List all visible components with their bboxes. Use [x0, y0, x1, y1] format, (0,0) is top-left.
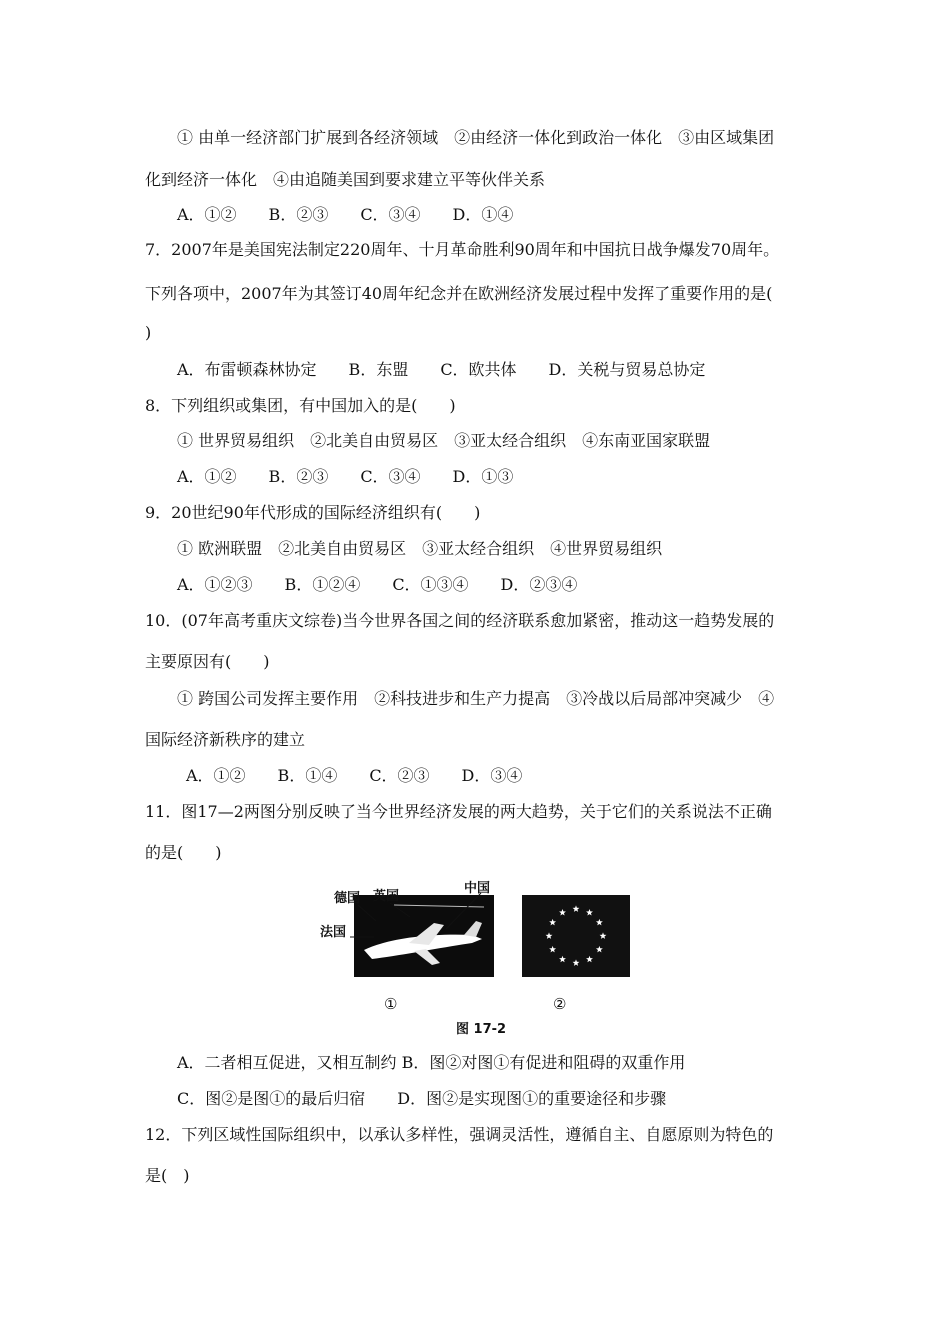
star-icon: [559, 909, 566, 916]
q8-items: ① 世界贸易组织 ②北美自由贸易区 ③亚太经合组织 ④东南亚国家联盟: [177, 431, 711, 450]
q11-text-2: 的是( ): [145, 843, 222, 862]
star-icon: [596, 946, 603, 953]
q10-text-2: 主要原因有( ): [145, 652, 270, 671]
q6-items-line1: ① 由单一经济部门扩展到各经济领域 ②由经济一体化到政治一体化 ③由区域集团: [177, 128, 775, 147]
q11-text-1: 11．图17—2两图分别反映了当今世界经济发展的两大趋势，关于它们的关系说法不正确: [145, 802, 772, 821]
q12-text-1: 12．下列区域性国际组织中，以承认多样性，强调灵活性，遵循自主、自愿原则为特色的: [145, 1125, 774, 1144]
label-uk: 英国: [373, 889, 400, 904]
eu-flag: [522, 895, 630, 977]
q9-text: 9．20世纪90年代形成的国际经济组织有( ): [145, 503, 481, 522]
label-germany: 德国: [334, 891, 361, 906]
star-icon: [573, 959, 580, 966]
q10-items-1: ① 跨国公司发挥主要作用 ②科技进步和生产力提高 ③冷战以后局部冲突减少 ④: [177, 689, 775, 708]
star-icon: [573, 905, 580, 912]
star-icon: [596, 919, 603, 926]
q8-text: 8．下列组织或集团，有中国加入的是( ): [145, 396, 456, 415]
figure-17-2: [318, 873, 638, 1037]
q9-options: A．①②③ B．①②④ C．①③④ D．②③④: [177, 575, 578, 594]
star-icon: [549, 946, 556, 953]
q10-items-2: 国际经济新秩序的建立: [145, 730, 306, 749]
star-icon: [549, 919, 556, 926]
q10-options: A．①② B．①④ C．②③ D．③④: [186, 766, 523, 785]
label-france: 法国: [320, 925, 347, 940]
star-icon: [546, 932, 553, 939]
q6-items-line2: 化到经济一体化 ④由追随美国到要求建立平等伙伴关系: [145, 170, 546, 189]
q7-options: A．布雷顿森林协定 B．东盟 C．欧共体 D．关税与贸易总协定: [177, 360, 706, 379]
star-icon: [586, 956, 593, 963]
q7-text-3: ): [145, 323, 152, 342]
figure-number-1: ①: [384, 995, 398, 1013]
q7-text-1: 7．2007年是美国宪法制定220周年、十月革命胜利90周年和中国抗日战争爆发70周年。: [145, 240, 780, 259]
q8-options: A．①② B．②③ C．③④ D．①③: [177, 467, 514, 486]
q10-text-1: 10．(07年高考重庆文综卷)当今世界各国之间的经济联系愈加紧密，推动这一趋势发展的: [145, 611, 775, 630]
star-icon: [586, 909, 593, 916]
star-icon: [600, 932, 607, 939]
figure-number-2: ②: [553, 995, 567, 1013]
eu-stars-icon: [522, 895, 630, 977]
q7-text-2: 下列各项中，2007年为其签订40周年纪念并在欧洲经济发展过程中发挥了重要作用的是(: [145, 284, 773, 303]
q6-options: A．①② B．②③ C．③④ D．①④: [177, 205, 514, 224]
q12-text-2: 是( ): [145, 1166, 190, 1185]
q9-items: ① 欧洲联盟 ②北美自由贸易区 ③亚太经合组织 ④世界贸易组织: [177, 539, 663, 558]
figure-caption: 图 17-2: [456, 1022, 507, 1037]
label-china: 中国: [464, 881, 491, 896]
q11-options-ab: A．二者相互促进，又相互制约 B．图②对图①有促进和阻碍的双重作用: [177, 1053, 686, 1072]
q11-options-cd: C．图②是图①的最后归宿 D．图②是实现图①的重要途径和步骤: [177, 1089, 667, 1108]
star-icon: [559, 956, 566, 963]
